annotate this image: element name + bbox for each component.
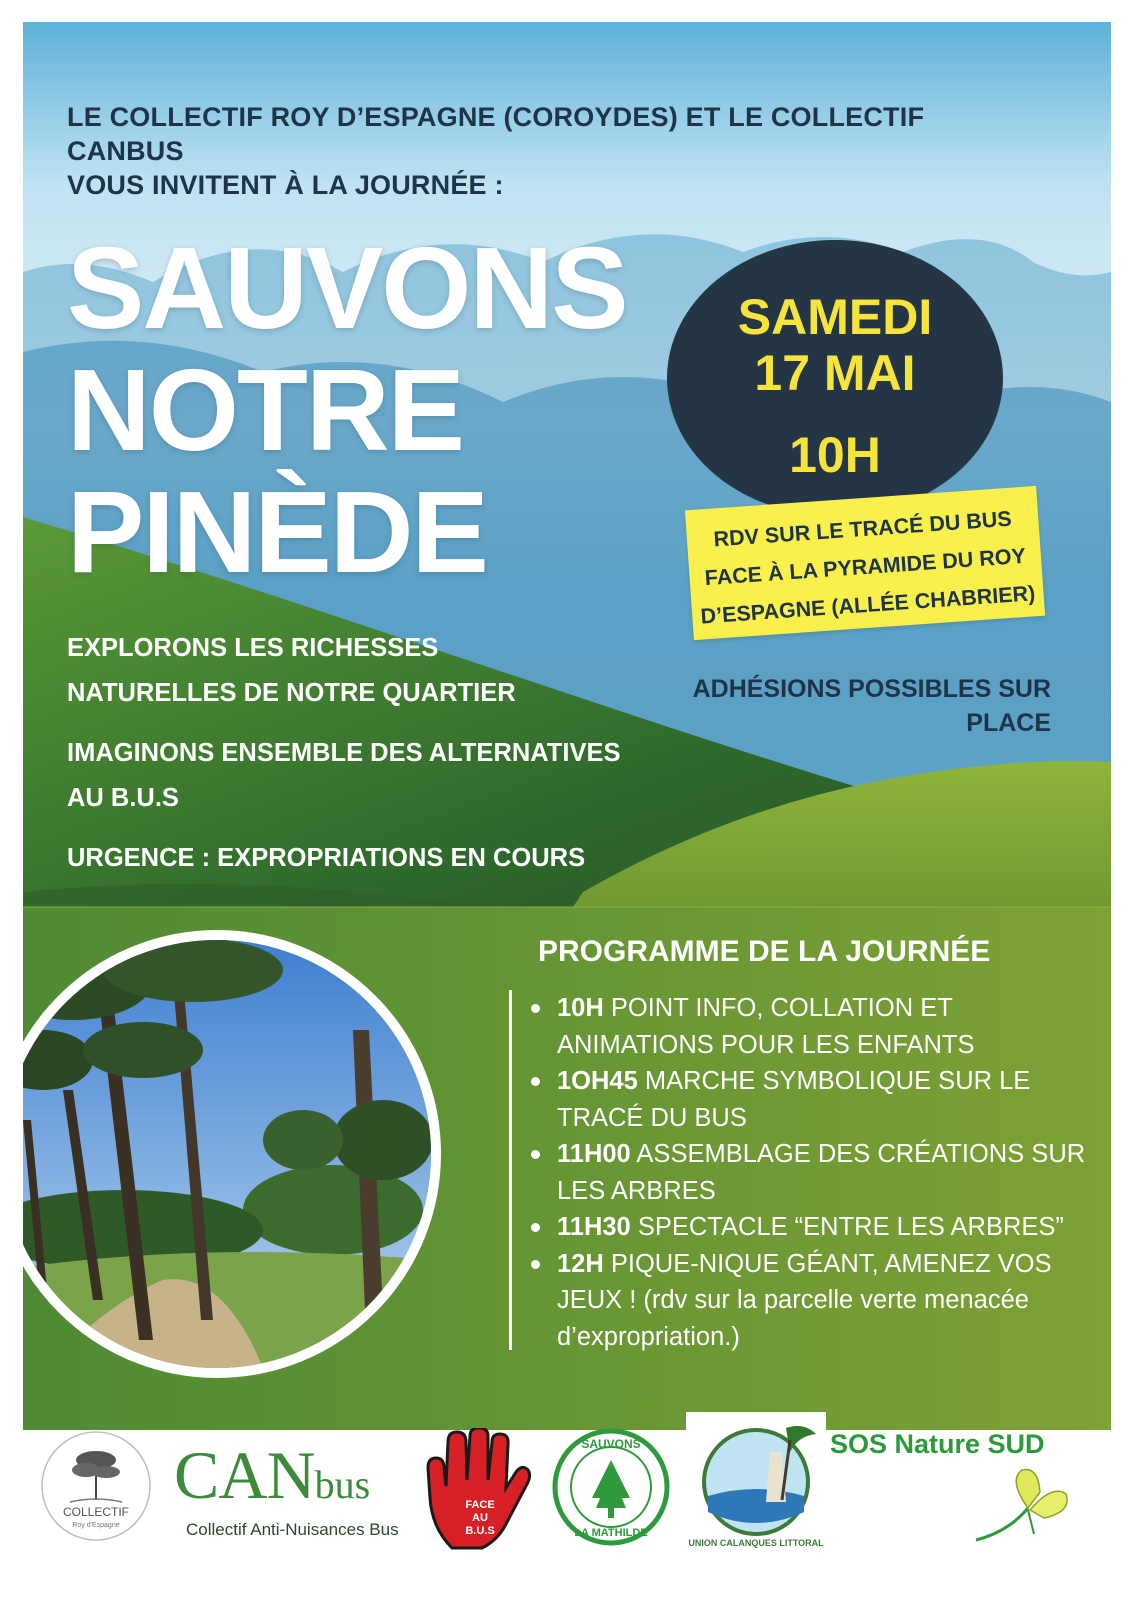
key-point-line: NATURELLES DE NOTRE QUARTIER <box>67 679 516 707</box>
key-point-line: AU B.U.S <box>67 784 179 812</box>
programme-item <box>531 1136 1091 1209</box>
rdv-line-1: RDV SUR LE TRACÉ DU BUS <box>712 506 1013 552</box>
date-badge <box>667 240 1003 516</box>
key-point <box>67 626 647 716</box>
key-point <box>67 731 647 821</box>
programme-text: PIQUE-NIQUE GÉANT, AMENEZ VOS JEUX ! (rdv sur la parcelle verte menacée d’expropriation.) <box>557 1249 1052 1351</box>
programme-item <box>531 1209 1091 1246</box>
rdv-note <box>685 486 1045 640</box>
invitation-line-1: LE COLLECTIF ROY D’ESPAGNE (COROYDES) ET LE COLLECTIF CANBUS <box>67 102 925 166</box>
collectif-logo-name: COLLECTIF <box>62 1505 130 1519</box>
programme-item <box>531 990 1091 1063</box>
programme-item <box>531 1246 1091 1356</box>
programme-time: 12H <box>557 1249 604 1278</box>
programme-text: SPECTACLE “ENTRE LES ARBRES” <box>630 1213 1064 1241</box>
headline <box>67 223 627 597</box>
canbus-logo-subtitle: Collectif Anti-Nuisances Bus <box>186 1520 399 1539</box>
rdv-line-3: D’ESPAGNE (ALLÉE CHABRIER) <box>699 581 1036 629</box>
poster <box>23 22 1111 1430</box>
headline-line-2: NOTRE <box>67 345 463 475</box>
collectif-logo-sub: Roy d'Espagne <box>72 1522 120 1529</box>
date-time: 10H <box>789 427 881 483</box>
programme-time: 10H <box>557 994 604 1022</box>
key-point <box>67 836 647 881</box>
programme-list <box>531 990 1091 1355</box>
pine-forest-illustration <box>23 940 431 1368</box>
headline-line-1: SAUVONS <box>67 223 627 353</box>
face-logo-line-2: AU <box>472 1512 488 1524</box>
key-point-line: IMAGINONS ENSEMBLE DES ALTERNATIVES <box>67 739 621 767</box>
programme-item <box>531 1063 1091 1136</box>
key-points <box>67 626 647 896</box>
butterfly-icon <box>968 1462 1078 1552</box>
collectif-roy-espagne-logo <box>40 1430 152 1542</box>
canbus-logo-big: CAN <box>174 1437 315 1513</box>
adhesions-text: ADHÉSIONS POSSIBLES SUR PLACE <box>692 675 1051 737</box>
date-day: SAMEDI <box>737 289 933 345</box>
headline-line-3: PINÈDE <box>67 467 487 597</box>
key-point-line: EXPLORONS LES RICHESSES <box>67 634 439 662</box>
programme-time: 1OH45 <box>557 1067 638 1095</box>
invitation-text <box>67 100 1047 202</box>
sos-nature-sud-logo-text: SOS Nature SUD <box>830 1429 1045 1459</box>
mathilde-logo-top: SAUVONS <box>581 1437 641 1451</box>
face-au-bus-hand-logo <box>422 1428 532 1550</box>
key-point-line: URGENCE : EXPROPRIATIONS EN COURS <box>67 844 586 872</box>
sauvons-la-mathilde-logo <box>552 1428 670 1546</box>
programme-divider <box>509 990 512 1350</box>
canbus-logo <box>174 1437 371 1513</box>
face-logo-line-1: FACE <box>465 1499 495 1511</box>
mathilde-logo-bottom: LA MATHILDE <box>574 1527 648 1539</box>
programme-text: MARCHE SYMBOLIQUE SUR LE TRACÉ DU BUS <box>557 1067 1031 1132</box>
face-logo-line-3: B.U.S <box>465 1525 495 1537</box>
date-date: 17 MAI <box>754 345 916 401</box>
programme-time: 11H30 <box>557 1213 631 1241</box>
rdv-line-2: FACE À LA PYRAMIDE DU ROY <box>703 543 1027 591</box>
programme-time: 11H00 <box>557 1140 631 1168</box>
union-calanques-littoral-logo <box>686 1412 826 1552</box>
union-logo-text: UNION CALANQUES LITTORAL <box>688 1538 824 1548</box>
invitation-line-2: VOUS INVITENT À LA JOURNÉE : <box>67 170 504 200</box>
canbus-logo-small: bus <box>314 1462 371 1507</box>
programme-text: ASSEMBLAGE DES CRÉATIONS SUR LES ARBRES <box>557 1140 1086 1205</box>
programme-text: POINT INFO, COLLATION ET ANIMATIONS POUR LES ENFANTS <box>557 994 975 1059</box>
programme-title: PROGRAMME DE LA JOURNÉE <box>538 935 991 968</box>
